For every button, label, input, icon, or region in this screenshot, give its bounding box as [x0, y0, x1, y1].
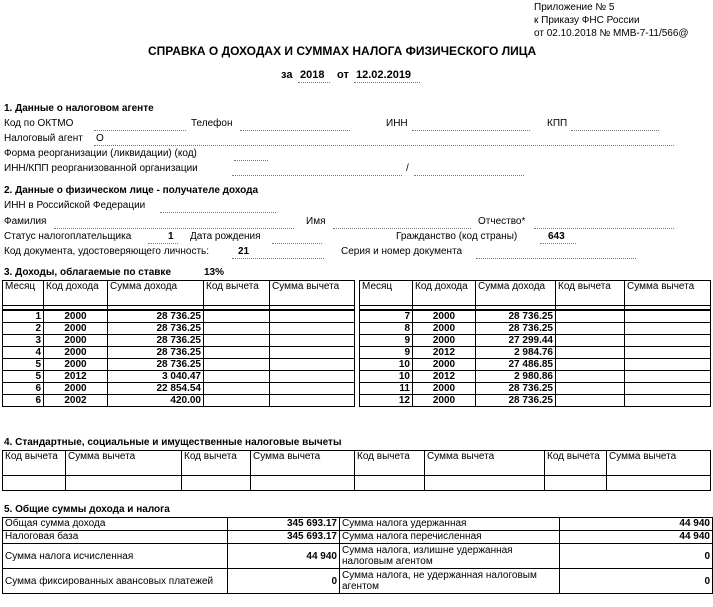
header-deduction-sum: Сумма вычета	[270, 281, 355, 306]
section3-heading: 3. Доходы, облагаемые по ставке	[4, 267, 172, 278]
income-table-header	[3, 281, 711, 306]
deduction-code-header-1: Код вычета	[3, 451, 66, 476]
kpp-label: КПП	[547, 118, 568, 129]
table-row: 1 2000 28 736.25 7 2000 28 736.25	[3, 310, 711, 323]
agent-label: Налоговый агент	[4, 133, 83, 144]
appendix-line-2: к Приказу ФНС России	[534, 15, 640, 26]
period-date: 12.02.2019	[356, 69, 412, 81]
appendix-line-3: от 02.10.2018 № ММВ-7-11/566@	[534, 28, 689, 39]
section3-rate: 13%	[204, 267, 225, 278]
name-field	[333, 227, 471, 229]
doc-code-field	[232, 257, 324, 259]
transferred-value: 44 940	[560, 531, 713, 544]
table-row: 6 2000 22 854.54 11 2000 28 736.25	[3, 383, 711, 395]
agent-field	[94, 144, 674, 146]
header-income-sum-2: Сумма дохода	[476, 281, 556, 306]
inn-field	[412, 129, 530, 131]
status-field	[148, 242, 178, 244]
inn-label: ИНН	[386, 118, 408, 129]
header-income-code: Код дохода	[44, 281, 108, 306]
section1-heading: 1. Данные о налоговом агенте	[4, 103, 154, 114]
citizenship-field	[540, 242, 576, 244]
deduction-code-header-4: Код вычета	[545, 451, 607, 476]
excess-label: Сумма налога, излишне удержанная налоговым агентом	[340, 544, 560, 569]
reorg-slash: /	[406, 163, 409, 174]
section5-heading: 5. Общие суммы дохода и налога	[4, 504, 170, 515]
page-title: СПРАВКА О ДОХОДАХ И СУММАХ НАЛОГА ФИЗИЧЕСКОГО ЛИЦА	[148, 44, 537, 58]
section4-heading: 4. Стандартные, социальные и имущественные налоговые вычеты	[4, 437, 342, 448]
inn-rf-field	[160, 211, 276, 213]
status-value: 1	[168, 231, 174, 242]
status-label: Статус налогоплательщика	[4, 231, 132, 242]
deductions-header	[3, 451, 711, 476]
header-month-2: Месяц	[360, 281, 413, 306]
totals-table	[2, 517, 713, 594]
fixed-advance-value: 0	[228, 569, 340, 594]
table-row: 4 2000 28 736.25 9 2012 2 984.76	[3, 347, 711, 359]
excess-value: 0	[560, 544, 713, 569]
table-row: 2 2000 28 736.25 8 2000 28 736.25	[3, 323, 711, 335]
deduction-code-header-3: Код вычета	[355, 451, 425, 476]
patronymic-field	[534, 227, 674, 229]
oktmo-field	[94, 129, 186, 131]
table-row	[3, 531, 713, 544]
table-row: 5 2012 3 040.47 10 2012 2 980.86	[3, 371, 711, 383]
reorg-kpp-field	[414, 174, 524, 176]
table-row	[3, 544, 713, 569]
deduction-sum-header-1: Сумма вычета	[66, 451, 182, 476]
table-row: 5 2000 28 736.25 10 2000 27 486.85	[3, 359, 711, 371]
birth-label: Дата рождения	[190, 231, 261, 242]
surname-field	[54, 227, 294, 229]
tax-base-value: 345 693.17	[228, 531, 340, 544]
table-row: 3 2000 28 736.25 9 2000 27 299.44	[3, 335, 711, 347]
header-income-code-2: Код дохода	[413, 281, 476, 306]
tax-calc-value: 44 940	[228, 544, 340, 569]
header-deduction-code-2: Код вычета	[556, 281, 625, 306]
deduction-code-header-2: Код вычета	[182, 451, 251, 476]
kpp-field	[571, 129, 659, 131]
birth-field	[272, 242, 322, 244]
period-for-label: за	[281, 69, 293, 81]
inn-rf-label: ИНН в Российской Федерации	[4, 200, 146, 211]
table-row	[3, 569, 713, 594]
header-deduction-code: Код вычета	[204, 281, 270, 306]
period-year: 2018	[300, 69, 325, 81]
header-income-sum: Сумма дохода	[108, 281, 204, 306]
name-label: Имя	[306, 216, 326, 227]
citizenship-label: Гражданство (код страны)	[396, 231, 518, 242]
deduction-sum-header-3: Сумма вычета	[425, 451, 545, 476]
withheld-label: Сумма налога удержанная	[340, 518, 560, 531]
appendix-line-1: Приложение № 5	[534, 2, 615, 13]
deduction-sum-header-4: Сумма вычета	[607, 451, 711, 476]
oktmo-label: Код по ОКТМО	[4, 118, 74, 129]
reorg-inn-field	[232, 174, 402, 176]
table-row	[3, 518, 713, 531]
period-from-label: от	[337, 69, 349, 81]
total-income-label: Общая сумма дохода	[3, 518, 228, 531]
tax-base-label: Налоговая база	[3, 531, 228, 544]
reorg-inn-label: ИНН/КПП реорганизованной организации	[4, 163, 198, 174]
total-income-value: 345 693.17	[228, 518, 340, 531]
income-table	[2, 280, 711, 407]
section2-heading: 2. Данные о физическом лице - получателе дохода	[4, 185, 259, 196]
patronymic-label: Отчество*	[478, 216, 526, 227]
surname-label: Фамилия	[4, 216, 47, 227]
phone-field	[240, 129, 350, 131]
header-deduction-sum-2: Сумма вычета	[625, 281, 711, 306]
fixed-advance-label: Сумма фиксированных авансовых платежей	[3, 569, 228, 594]
reorg-form-field	[234, 159, 268, 161]
header-month: Месяц	[3, 281, 44, 306]
not-withheld-label: Сумма налога, не удержанная налоговым агентом	[340, 569, 560, 594]
withheld-value: 44 940	[560, 518, 713, 531]
phone-label: Телефон	[191, 118, 233, 129]
doc-code-value: 21	[238, 246, 250, 257]
reorg-form-label: Форма реорганизации (ликвидации) (код)	[4, 148, 197, 159]
deductions-empty-row	[3, 476, 711, 491]
table-row: 6 2002 420.00 12 2000 28 736.25	[3, 395, 711, 407]
date-underline	[354, 81, 420, 83]
transferred-label: Сумма налога перечисленная	[340, 531, 560, 544]
agent-value: О	[96, 133, 104, 144]
tax-calc-label: Сумма налога исчисленная	[3, 544, 228, 569]
deduction-sum-header-2: Сумма вычета	[251, 451, 355, 476]
doc-code-label: Код документа, удостоверяющего личность:	[4, 246, 210, 257]
deductions-table	[2, 450, 711, 491]
not-withheld-value: 0	[560, 569, 713, 594]
doc-series-field	[476, 257, 636, 259]
citizenship-value: 643	[548, 231, 565, 242]
year-underline	[298, 81, 330, 83]
doc-series-label: Серия и номер документа	[341, 246, 463, 257]
